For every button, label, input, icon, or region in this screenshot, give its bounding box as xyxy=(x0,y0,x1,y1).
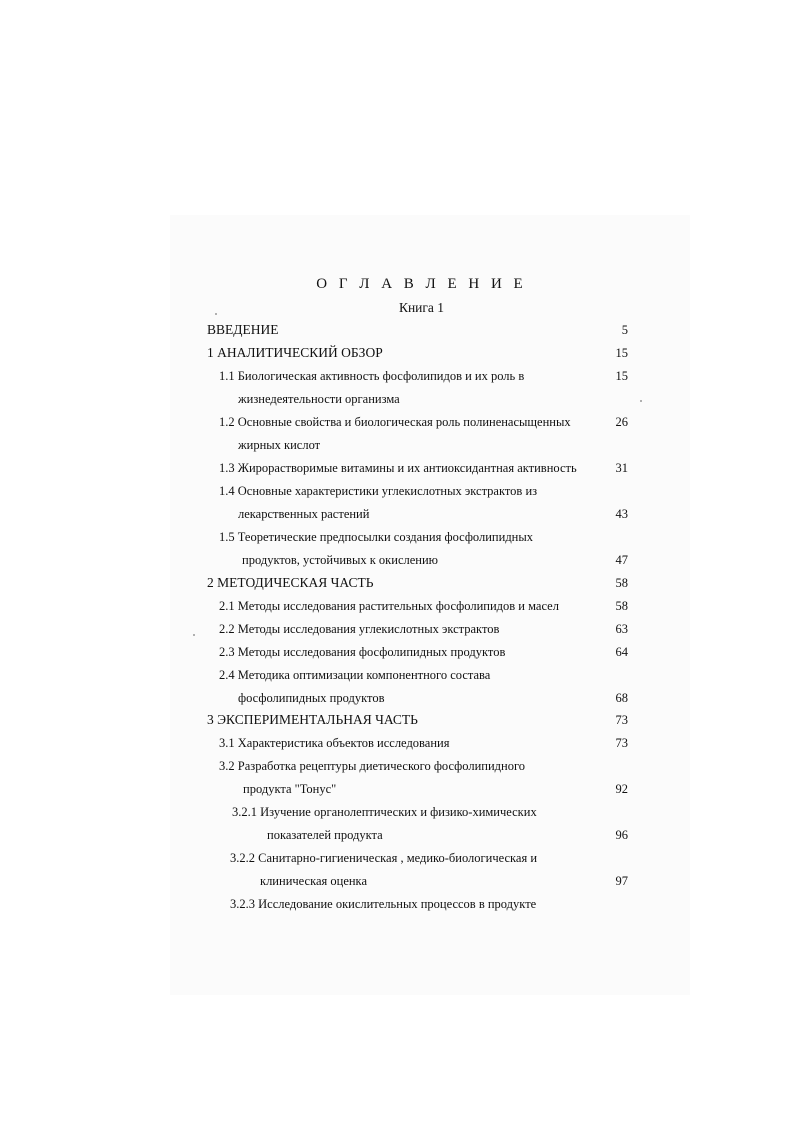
toc-entry-text: 3 ЭКСПЕРИМЕНТАЛЬНАЯ ЧАСТЬ xyxy=(207,712,418,727)
toc-entry-page: 96 xyxy=(615,828,628,842)
toc-entry-page: 68 xyxy=(615,691,628,705)
toc-entry-page: 97 xyxy=(615,874,628,888)
toc-entry-page: 26 xyxy=(615,415,628,429)
scan-speck xyxy=(215,313,217,315)
toc-entry-page: 5 xyxy=(621,323,628,337)
toc-entry-text: 1.3 Жирорастворимые витамины и их антиоксидантная активность xyxy=(219,461,577,475)
toc-entry-page: 73 xyxy=(615,736,628,750)
toc-entry-page: 64 xyxy=(615,645,628,659)
toc-entry-text: 1.5 Теоретические предпосылки создания фосфолипидных xyxy=(219,530,534,544)
toc-entry-page: 15 xyxy=(615,346,628,360)
toc-entry-text: ВВЕДЕНИЕ xyxy=(207,322,279,337)
toc-entry-text: 1 АНАЛИТИЧЕСКИЙ ОБЗОР xyxy=(207,345,383,360)
toc-entry-text: 3.2.2 Санитарно-гигиеническая , медико-биологическая и xyxy=(230,851,538,865)
toc-entry-page: 31 xyxy=(615,461,628,475)
toc-entry-text: 3.2.3 Исследование окислительных процессов в продукте xyxy=(230,897,537,911)
toc-heading: О Г Л А В Л Е Н И Е xyxy=(316,276,527,292)
toc-entry-page: 63 xyxy=(615,622,628,636)
toc-entry-text: показателей продукта xyxy=(267,828,383,842)
toc-entry-text: клиническая оценка xyxy=(260,874,367,888)
toc-entry-page: 92 xyxy=(615,782,628,796)
toc-entry-text: 3.2 Разработка рецептуры диетического фосфолипидного xyxy=(219,759,526,773)
toc-entry-text: продуктов, устойчивых к окислению xyxy=(242,553,438,567)
toc-entry-text: 1.1 Биологическая активность фосфолипидов и их роль в xyxy=(219,369,525,383)
toc-entry-text: 1.2 Основные свойства и биологическая роль полиненасыщенных xyxy=(219,415,571,429)
toc-entry-text: 2.1 Методы исследования растительных фосфолипидов и масел xyxy=(219,599,559,613)
scan-speck xyxy=(193,634,195,636)
toc-entry-text: лекарственных растений xyxy=(238,507,370,521)
toc-entry-page: 47 xyxy=(615,553,628,567)
toc-entry-text: 2.3 Методы исследования фосфолипидных продуктов xyxy=(219,645,506,659)
toc-entry-text: жизнедеятельности организма xyxy=(238,392,400,406)
scan-speck xyxy=(640,400,642,402)
toc-entry-page: 43 xyxy=(615,507,628,521)
toc-entry-text: фосфолипидных продуктов xyxy=(238,691,385,705)
toc-entry-page: 58 xyxy=(615,576,628,590)
toc-entry-text: 2 МЕТОДИЧЕСКАЯ ЧАСТЬ xyxy=(207,575,374,590)
toc-entry-page: 15 xyxy=(615,369,628,383)
toc-entry-text: 2.2 Методы исследования углекислотных экстрактов xyxy=(219,622,500,636)
toc-entry-text: 3.1 Характеристика объектов исследования xyxy=(219,736,450,750)
toc-entry-text: 1.4 Основные характеристики углекислотных экстрактов из xyxy=(219,484,538,498)
toc-entry-page: 73 xyxy=(615,713,628,727)
toc-entry-page: 58 xyxy=(615,599,628,613)
toc-entry-text: жирных кислот xyxy=(238,438,321,452)
toc-entry-text: 3.2.1 Изучение органолептических и физико-химических xyxy=(232,805,537,819)
toc-entry-text: 2.4 Методика оптимизации компонентного состава xyxy=(219,668,491,682)
toc-entry-text: продукта "Тонус" xyxy=(243,782,337,796)
book-label: Книга 1 xyxy=(398,300,445,315)
